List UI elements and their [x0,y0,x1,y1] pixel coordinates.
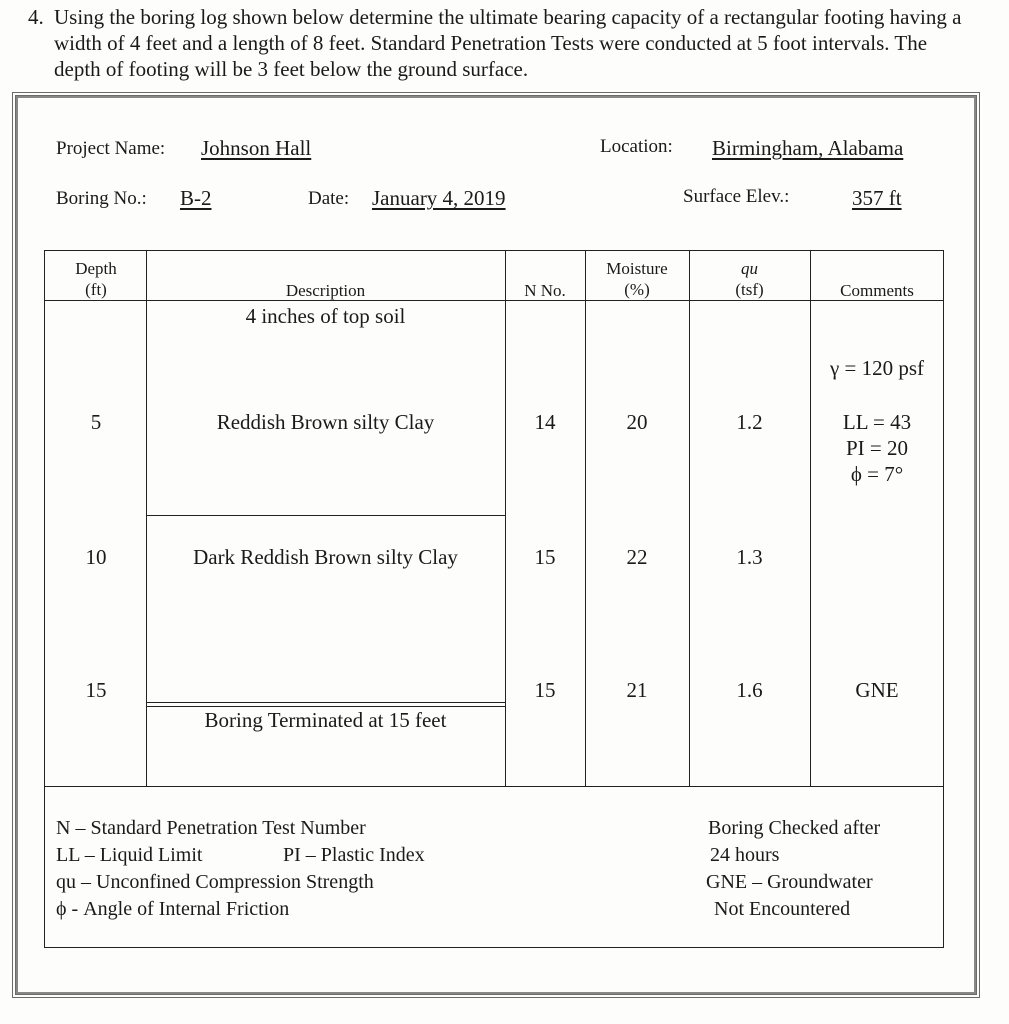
layer-topsoil: 4 inches of top soil [245,304,406,328]
legend-qu-definition: qu – Unconfined Compression Strength [56,871,374,893]
layer-boundary-2a [146,702,505,703]
header-qu-line1: qu [741,259,758,278]
comment-liquid-limit: LL = 43 [842,410,912,434]
legend-gne-line2: Not Encountered [714,898,851,920]
row-depth: 15 [85,678,107,702]
row-moisture: 22 [626,545,648,569]
header-depth [46,258,146,300]
row-depth: 5 [90,410,102,434]
boring-terminated: Boring Terminated at 15 feet [204,708,447,732]
header-moisture [585,258,689,300]
header-moisture-line1: Moisture [606,259,668,278]
row-qu: 1.6 [736,678,763,702]
header-depth-line1: Depth [75,259,117,278]
header-moisture-line2: (%) [624,280,650,299]
boring-number-value: B-2 [180,186,212,210]
col-divider-moisture [689,250,690,786]
question-number: 4. [28,5,44,29]
comment-friction-angle: ϕ = 7° [850,462,904,486]
boring-number-label: Boring No.: [56,188,147,209]
header-qu-line2: (tsf) [735,280,764,299]
comment-unit-weight: γ = 120 psf [829,356,925,380]
question-text-block [28,4,978,82]
project-name-value: Johnson Hall [201,136,312,160]
row-n-value: 14 [534,410,556,434]
layer-dark-reddish-brown-clay: Dark Reddish Brown silty Clay [193,545,458,569]
comment-gne: GNE [855,678,899,702]
col-divider-n [585,250,586,786]
legend-n-definition: N – Standard Penetration Test Number [56,817,366,839]
row-qu: 1.2 [736,410,763,434]
legend-ll-definition: LL – Liquid Limit [56,844,203,866]
legend-phi-definition: ϕ - Angle of Internal Friction [56,898,290,920]
header-depth-line2: (ft) [85,280,107,299]
legend-checked-line2: 24 hours [710,844,780,866]
legend-gne-line1: GNE – Groundwater [706,871,873,893]
surface-elevation-label: Surface Elev.: [683,186,790,207]
date-value: January 4, 2019 [372,186,506,210]
col-divider-qu [810,250,811,786]
location-label: Location: [600,136,673,157]
project-name-label: Project Name: [56,138,166,159]
row-depth: 10 [85,545,107,569]
header-qu [689,258,810,300]
legend-divider [44,786,944,787]
surface-elevation-value: 357 ft [852,186,902,210]
row-n-value: 15 [534,545,556,569]
legend-checked-line1: Boring Checked after [708,817,881,839]
header-description: Description [285,281,366,300]
layer-reddish-brown-clay: Reddish Brown silty Clay [216,410,435,434]
question-body: Using the boring log shown below determine the ultimate bearing capacity of a rectangular footing having a width of 4 feet and a length of 8 feet. Standard Penetration Tests were conducted at 5 foot intervals. The depth of footing will be 3 feet below the ground surface. [54,5,962,81]
location-value: Birmingham, Alabama [712,136,904,160]
header-comments: Comments [840,281,914,300]
row-n-value: 15 [534,678,556,702]
row-moisture: 20 [626,410,648,434]
legend-pi-definition: PI – Plastic Index [283,844,425,866]
row-qu: 1.3 [736,545,763,569]
comment-plastic-index: PI = 20 [845,436,908,460]
date-label: Date: [308,188,350,209]
header-n-no: N No. [524,281,566,300]
layer-boundary-2b [146,706,505,707]
row-moisture: 21 [626,678,648,702]
layer-boundary-1 [146,515,505,516]
col-divider-description [505,250,506,786]
